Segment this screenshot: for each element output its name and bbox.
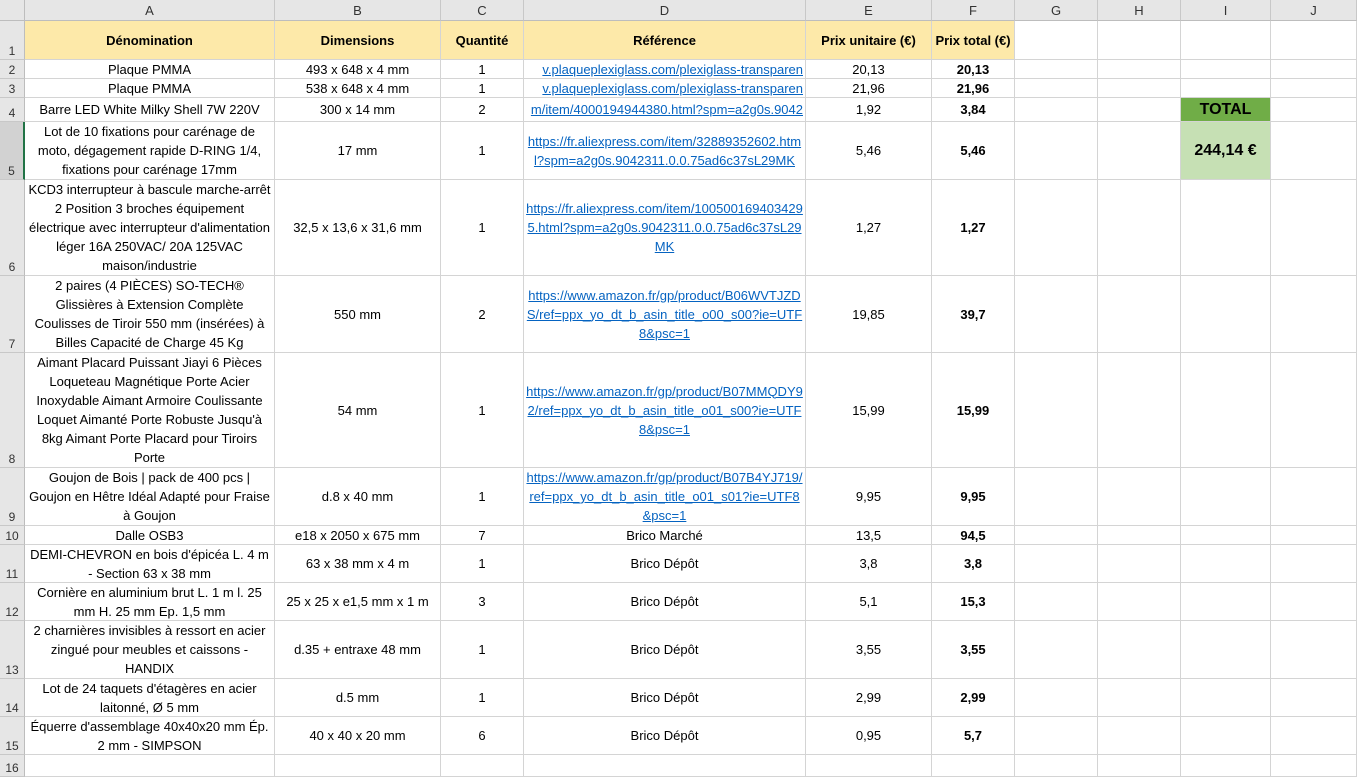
table-cell-d[interactable]: Brico Dépôt <box>524 717 806 755</box>
empty-cell[interactable] <box>1271 583 1357 621</box>
header-cell-f[interactable]: Prix total (€) <box>932 21 1015 60</box>
column-header-a[interactable]: A <box>25 0 275 21</box>
total-value[interactable]: 244,14 € <box>1181 122 1271 180</box>
empty-cell[interactable] <box>1015 21 1098 60</box>
empty-cell[interactable] <box>1271 276 1357 353</box>
table-cell-f[interactable]: 3,84 <box>932 98 1015 122</box>
empty-cell[interactable] <box>1181 621 1271 679</box>
empty-cell[interactable] <box>1098 679 1181 717</box>
table-cell-c[interactable]: 1 <box>441 180 524 276</box>
row-header-9[interactable]: 9 <box>0 468 25 526</box>
table-cell-c[interactable]: 1 <box>441 353 524 468</box>
table-cell-e[interactable]: 5,1 <box>806 583 932 621</box>
empty-cell[interactable] <box>1181 60 1271 79</box>
empty-cell[interactable] <box>1098 621 1181 679</box>
row-header-6[interactable]: 6 <box>0 180 25 276</box>
column-header-e[interactable]: E <box>806 0 932 21</box>
header-cell-e[interactable]: Prix unitaire (€) <box>806 21 932 60</box>
table-cell-e[interactable]: 1,27 <box>806 180 932 276</box>
row-header-7[interactable]: 7 <box>0 276 25 353</box>
empty-cell[interactable] <box>1181 468 1271 526</box>
table-cell-a[interactable]: Dalle OSB3 <box>25 526 275 545</box>
empty-cell[interactable] <box>1271 353 1357 468</box>
table-cell-d[interactable]: Brico Dépôt <box>524 621 806 679</box>
table-cell-e[interactable]: 21,96 <box>806 79 932 98</box>
empty-cell[interactable] <box>1098 468 1181 526</box>
empty-cell[interactable] <box>1098 180 1181 276</box>
table-cell-a[interactable]: 2 paires (4 PIÈCES) SO-TECH® Glissières à Extension Complète Coulisses de Tiroir 550 mm (insérées) à Billes Capacité de Charge 45 Kg <box>25 276 275 353</box>
empty-cell[interactable] <box>1098 545 1181 583</box>
empty-cell[interactable] <box>1098 276 1181 353</box>
table-cell-b[interactable]: 550 mm <box>275 276 441 353</box>
empty-cell[interactable] <box>1015 122 1098 180</box>
table-cell-c[interactable]: 1 <box>441 545 524 583</box>
table-cell-b[interactable]: 538 x 648 x 4 mm <box>275 79 441 98</box>
table-cell-a[interactable]: KCD3 interrupteur à bascule marche-arrêt 2 Position 3 broches équipement électrique avec interrupteur d'alimentation léger 16A 250VAC/ 20A 125VAC maison/industrie <box>25 180 275 276</box>
empty-cell[interactable] <box>1015 276 1098 353</box>
table-cell-f[interactable]: 3,55 <box>932 621 1015 679</box>
empty-cell[interactable] <box>1271 122 1357 180</box>
table-cell-f[interactable]: 5,46 <box>932 122 1015 180</box>
empty-cell[interactable] <box>1271 755 1357 777</box>
table-cell-f[interactable]: 3,8 <box>932 545 1015 583</box>
table-cell-c[interactable]: 7 <box>441 526 524 545</box>
empty-cell[interactable] <box>1181 79 1271 98</box>
table-cell-e[interactable]: 5,46 <box>806 122 932 180</box>
row-header-13[interactable]: 13 <box>0 621 25 679</box>
table-cell-b[interactable]: 493 x 648 x 4 mm <box>275 60 441 79</box>
header-cell-a[interactable]: Dénomination <box>25 21 275 60</box>
empty-cell[interactable] <box>1098 526 1181 545</box>
empty-cell[interactable] <box>1098 21 1181 60</box>
empty-cell[interactable] <box>1098 98 1181 122</box>
empty-cell[interactable] <box>1015 583 1098 621</box>
table-cell-b[interactable]: 54 mm <box>275 353 441 468</box>
empty-cell[interactable] <box>1098 717 1181 755</box>
empty-cell[interactable] <box>1015 353 1098 468</box>
header-cell-c[interactable]: Quantité <box>441 21 524 60</box>
table-cell-b[interactable]: 40 x 40 x 20 mm <box>275 717 441 755</box>
table-cell-e[interactable]: 13,5 <box>806 526 932 545</box>
table-cell-b[interactable]: 300 x 14 mm <box>275 98 441 122</box>
column-header-h[interactable]: H <box>1098 0 1181 21</box>
empty-cell[interactable] <box>1181 583 1271 621</box>
table-cell-a[interactable]: Plaque PMMA <box>25 79 275 98</box>
empty-cell[interactable] <box>1181 526 1271 545</box>
table-cell-c[interactable]: 1 <box>441 60 524 79</box>
table-cell-d[interactable]: Brico Dépôt <box>524 545 806 583</box>
column-header-c[interactable]: C <box>441 0 524 21</box>
empty-cell[interactable] <box>1181 180 1271 276</box>
table-cell-e[interactable]: 0,95 <box>806 717 932 755</box>
empty-cell[interactable] <box>1181 755 1271 777</box>
empty-cell[interactable] <box>1015 755 1098 777</box>
reference-link[interactable]: v.plaqueplexiglass.com/plexiglass-transparen <box>524 60 806 79</box>
empty-cell[interactable] <box>1015 621 1098 679</box>
table-cell-b[interactable]: d.8 x 40 mm <box>275 468 441 526</box>
empty-cell[interactable] <box>1271 545 1357 583</box>
row-header-4[interactable]: 4 <box>0 98 25 122</box>
empty-cell[interactable] <box>1181 545 1271 583</box>
table-cell-f[interactable]: 20,13 <box>932 60 1015 79</box>
table-cell-f[interactable]: 15,99 <box>932 353 1015 468</box>
table-cell-f[interactable]: 5,7 <box>932 717 1015 755</box>
table-cell-c[interactable]: 2 <box>441 98 524 122</box>
empty-cell[interactable] <box>1015 679 1098 717</box>
empty-cell[interactable] <box>1015 60 1098 79</box>
table-cell-b[interactable]: 25 x 25 x e1,5 mm x 1 m <box>275 583 441 621</box>
table-cell-a[interactable]: DEMI-CHEVRON en bois d'épicéa L. 4 m - Section 63 x 38 mm <box>25 545 275 583</box>
table-cell-e[interactable]: 1,92 <box>806 98 932 122</box>
empty-cell[interactable] <box>1181 717 1271 755</box>
reference-link[interactable]: https://fr.aliexpress.com/item/1005001694034295.html?spm=a2g0s.9042311.0.0.75ad6c37sL29MK <box>524 180 806 276</box>
table-cell-f[interactable]: 9,95 <box>932 468 1015 526</box>
reference-link[interactable]: https://www.amazon.fr/gp/product/B06WVTJZDS/ref=ppx_yo_dt_b_asin_title_o00_s00?ie=UTF8&psc=1 <box>524 276 806 353</box>
table-cell-f[interactable]: 94,5 <box>932 526 1015 545</box>
reference-link[interactable]: https://fr.aliexpress.com/item/32889352602.html?spm=a2g0s.9042311.0.0.75ad6c37sL29MK <box>524 122 806 180</box>
empty-cell[interactable] <box>1015 526 1098 545</box>
column-header-b[interactable]: B <box>275 0 441 21</box>
empty-cell[interactable] <box>1181 276 1271 353</box>
table-cell-a[interactable]: Équerre d'assemblage 40x40x20 mm Ép. 2 mm - SIMPSON <box>25 717 275 755</box>
table-cell-a[interactable]: Lot de 10 fixations pour carénage de moto, dégagement rapide D-RING 1/4, fixations pour carénage 17mm <box>25 122 275 180</box>
empty-cell[interactable] <box>1271 98 1357 122</box>
empty-cell[interactable] <box>1271 79 1357 98</box>
empty-cell[interactable] <box>1271 621 1357 679</box>
empty-cell[interactable] <box>1015 717 1098 755</box>
table-cell-e[interactable]: 15,99 <box>806 353 932 468</box>
empty-cell[interactable] <box>1015 180 1098 276</box>
table-cell-a[interactable]: Cornière en aluminium brut L. 1 m l. 25 mm H. 25 mm Ep. 1,5 mm <box>25 583 275 621</box>
table-cell-f[interactable]: 21,96 <box>932 79 1015 98</box>
header-cell-d[interactable]: Référence <box>524 21 806 60</box>
empty-cell[interactable] <box>1098 755 1181 777</box>
reference-link[interactable]: https://www.amazon.fr/gp/product/B07B4YJ719/ref=ppx_yo_dt_b_asin_title_o01_s01?ie=UTF8&psc=1 <box>524 468 806 526</box>
empty-cell[interactable] <box>441 755 524 777</box>
table-cell-b[interactable]: d.5 mm <box>275 679 441 717</box>
row-header-8[interactable]: 8 <box>0 353 25 468</box>
table-cell-b[interactable]: 63 x 38 mm x 4 m <box>275 545 441 583</box>
table-cell-f[interactable]: 15,3 <box>932 583 1015 621</box>
empty-cell[interactable] <box>1015 545 1098 583</box>
table-cell-a[interactable]: Plaque PMMA <box>25 60 275 79</box>
select-all-corner[interactable] <box>0 0 25 21</box>
table-cell-c[interactable]: 3 <box>441 583 524 621</box>
table-cell-c[interactable]: 1 <box>441 468 524 526</box>
reference-link[interactable]: v.plaqueplexiglass.com/plexiglass-transparen <box>524 79 806 98</box>
empty-cell[interactable] <box>1181 21 1271 60</box>
table-cell-d[interactable]: Brico Marché <box>524 526 806 545</box>
row-header-5[interactable]: 5 <box>0 122 25 180</box>
empty-cell[interactable] <box>25 755 275 777</box>
table-cell-e[interactable]: 20,13 <box>806 60 932 79</box>
table-cell-e[interactable]: 2,99 <box>806 679 932 717</box>
empty-cell[interactable] <box>1271 60 1357 79</box>
empty-cell[interactable] <box>1271 717 1357 755</box>
empty-cell[interactable] <box>1271 180 1357 276</box>
table-cell-e[interactable]: 9,95 <box>806 468 932 526</box>
table-cell-c[interactable]: 1 <box>441 621 524 679</box>
column-header-i[interactable]: I <box>1181 0 1271 21</box>
empty-cell[interactable] <box>1098 583 1181 621</box>
table-cell-a[interactable]: Aimant Placard Puissant Jiayi 6 Pièces Loqueteau Magnétique Porte Acier Inoxydable Aimant Armoire Coulissante Loquet Aimanté Porte Robuste Jusqu'à 8kg Aimant Porte Placard pour Tiroirs Porte <box>25 353 275 468</box>
table-cell-d[interactable]: Brico Dépôt <box>524 583 806 621</box>
empty-cell[interactable] <box>1098 122 1181 180</box>
empty-cell[interactable] <box>1015 98 1098 122</box>
row-header-10[interactable]: 10 <box>0 526 25 545</box>
total-label[interactable]: TOTAL <box>1181 98 1271 122</box>
table-cell-d[interactable]: Brico Dépôt <box>524 679 806 717</box>
table-cell-c[interactable]: 2 <box>441 276 524 353</box>
table-cell-b[interactable]: d.35 + entraxe 48 mm <box>275 621 441 679</box>
table-cell-a[interactable]: Barre LED White Milky Shell 7W 220V <box>25 98 275 122</box>
empty-cell[interactable] <box>1271 468 1357 526</box>
column-header-d[interactable]: D <box>524 0 806 21</box>
empty-cell[interactable] <box>1015 468 1098 526</box>
empty-cell[interactable] <box>1271 526 1357 545</box>
empty-cell[interactable] <box>806 755 932 777</box>
table-cell-e[interactable]: 3,55 <box>806 621 932 679</box>
table-cell-b[interactable]: 17 mm <box>275 122 441 180</box>
empty-cell[interactable] <box>1181 353 1271 468</box>
empty-cell[interactable] <box>275 755 441 777</box>
table-cell-c[interactable]: 1 <box>441 122 524 180</box>
table-cell-f[interactable]: 1,27 <box>932 180 1015 276</box>
empty-cell[interactable] <box>524 755 806 777</box>
table-cell-c[interactable]: 6 <box>441 717 524 755</box>
reference-link[interactable]: https://www.amazon.fr/gp/product/B07MMQDY92/ref=ppx_yo_dt_b_asin_title_o01_s00?ie=UTF8&psc=1 <box>524 353 806 468</box>
table-cell-f[interactable]: 2,99 <box>932 679 1015 717</box>
table-cell-a[interactable]: Goujon de Bois | pack de 400 pcs | Goujon en Hêtre Idéal Adapté pour Fraise à Goujon <box>25 468 275 526</box>
empty-cell[interactable] <box>1181 679 1271 717</box>
column-header-j[interactable]: J <box>1271 0 1357 21</box>
row-header-1[interactable]: 1 <box>0 21 25 60</box>
empty-cell[interactable] <box>1015 79 1098 98</box>
empty-cell[interactable] <box>1098 353 1181 468</box>
empty-cell[interactable] <box>1271 21 1357 60</box>
table-cell-a[interactable]: Lot de 24 taquets d'étagères en acier laitonné, Ø 5 mm <box>25 679 275 717</box>
row-header-3[interactable]: 3 <box>0 79 25 98</box>
reference-link[interactable]: m/item/4000194944380.html?spm=a2g0s.9042 <box>524 98 806 122</box>
table-cell-b[interactable]: 32,5 x 13,6 x 31,6 mm <box>275 180 441 276</box>
table-cell-a[interactable]: 2 charnières invisibles à ressort en acier zingué pour meubles et caissons - HANDIX <box>25 621 275 679</box>
column-header-g[interactable]: G <box>1015 0 1098 21</box>
header-cell-b[interactable]: Dimensions <box>275 21 441 60</box>
row-header-15[interactable]: 15 <box>0 717 25 755</box>
table-cell-f[interactable]: 39,7 <box>932 276 1015 353</box>
row-header-14[interactable]: 14 <box>0 679 25 717</box>
empty-cell[interactable] <box>1098 79 1181 98</box>
column-header-f[interactable]: F <box>932 0 1015 21</box>
table-cell-b[interactable]: e18 x 2050 x 675 mm <box>275 526 441 545</box>
row-header-12[interactable]: 12 <box>0 583 25 621</box>
row-header-11[interactable]: 11 <box>0 545 25 583</box>
empty-cell[interactable] <box>932 755 1015 777</box>
table-cell-e[interactable]: 3,8 <box>806 545 932 583</box>
empty-cell[interactable] <box>1271 679 1357 717</box>
row-header-2[interactable]: 2 <box>0 60 25 79</box>
table-cell-c[interactable]: 1 <box>441 79 524 98</box>
table-cell-c[interactable]: 1 <box>441 679 524 717</box>
row-header-16[interactable]: 16 <box>0 755 25 777</box>
table-cell-e[interactable]: 19,85 <box>806 276 932 353</box>
empty-cell[interactable] <box>1098 60 1181 79</box>
